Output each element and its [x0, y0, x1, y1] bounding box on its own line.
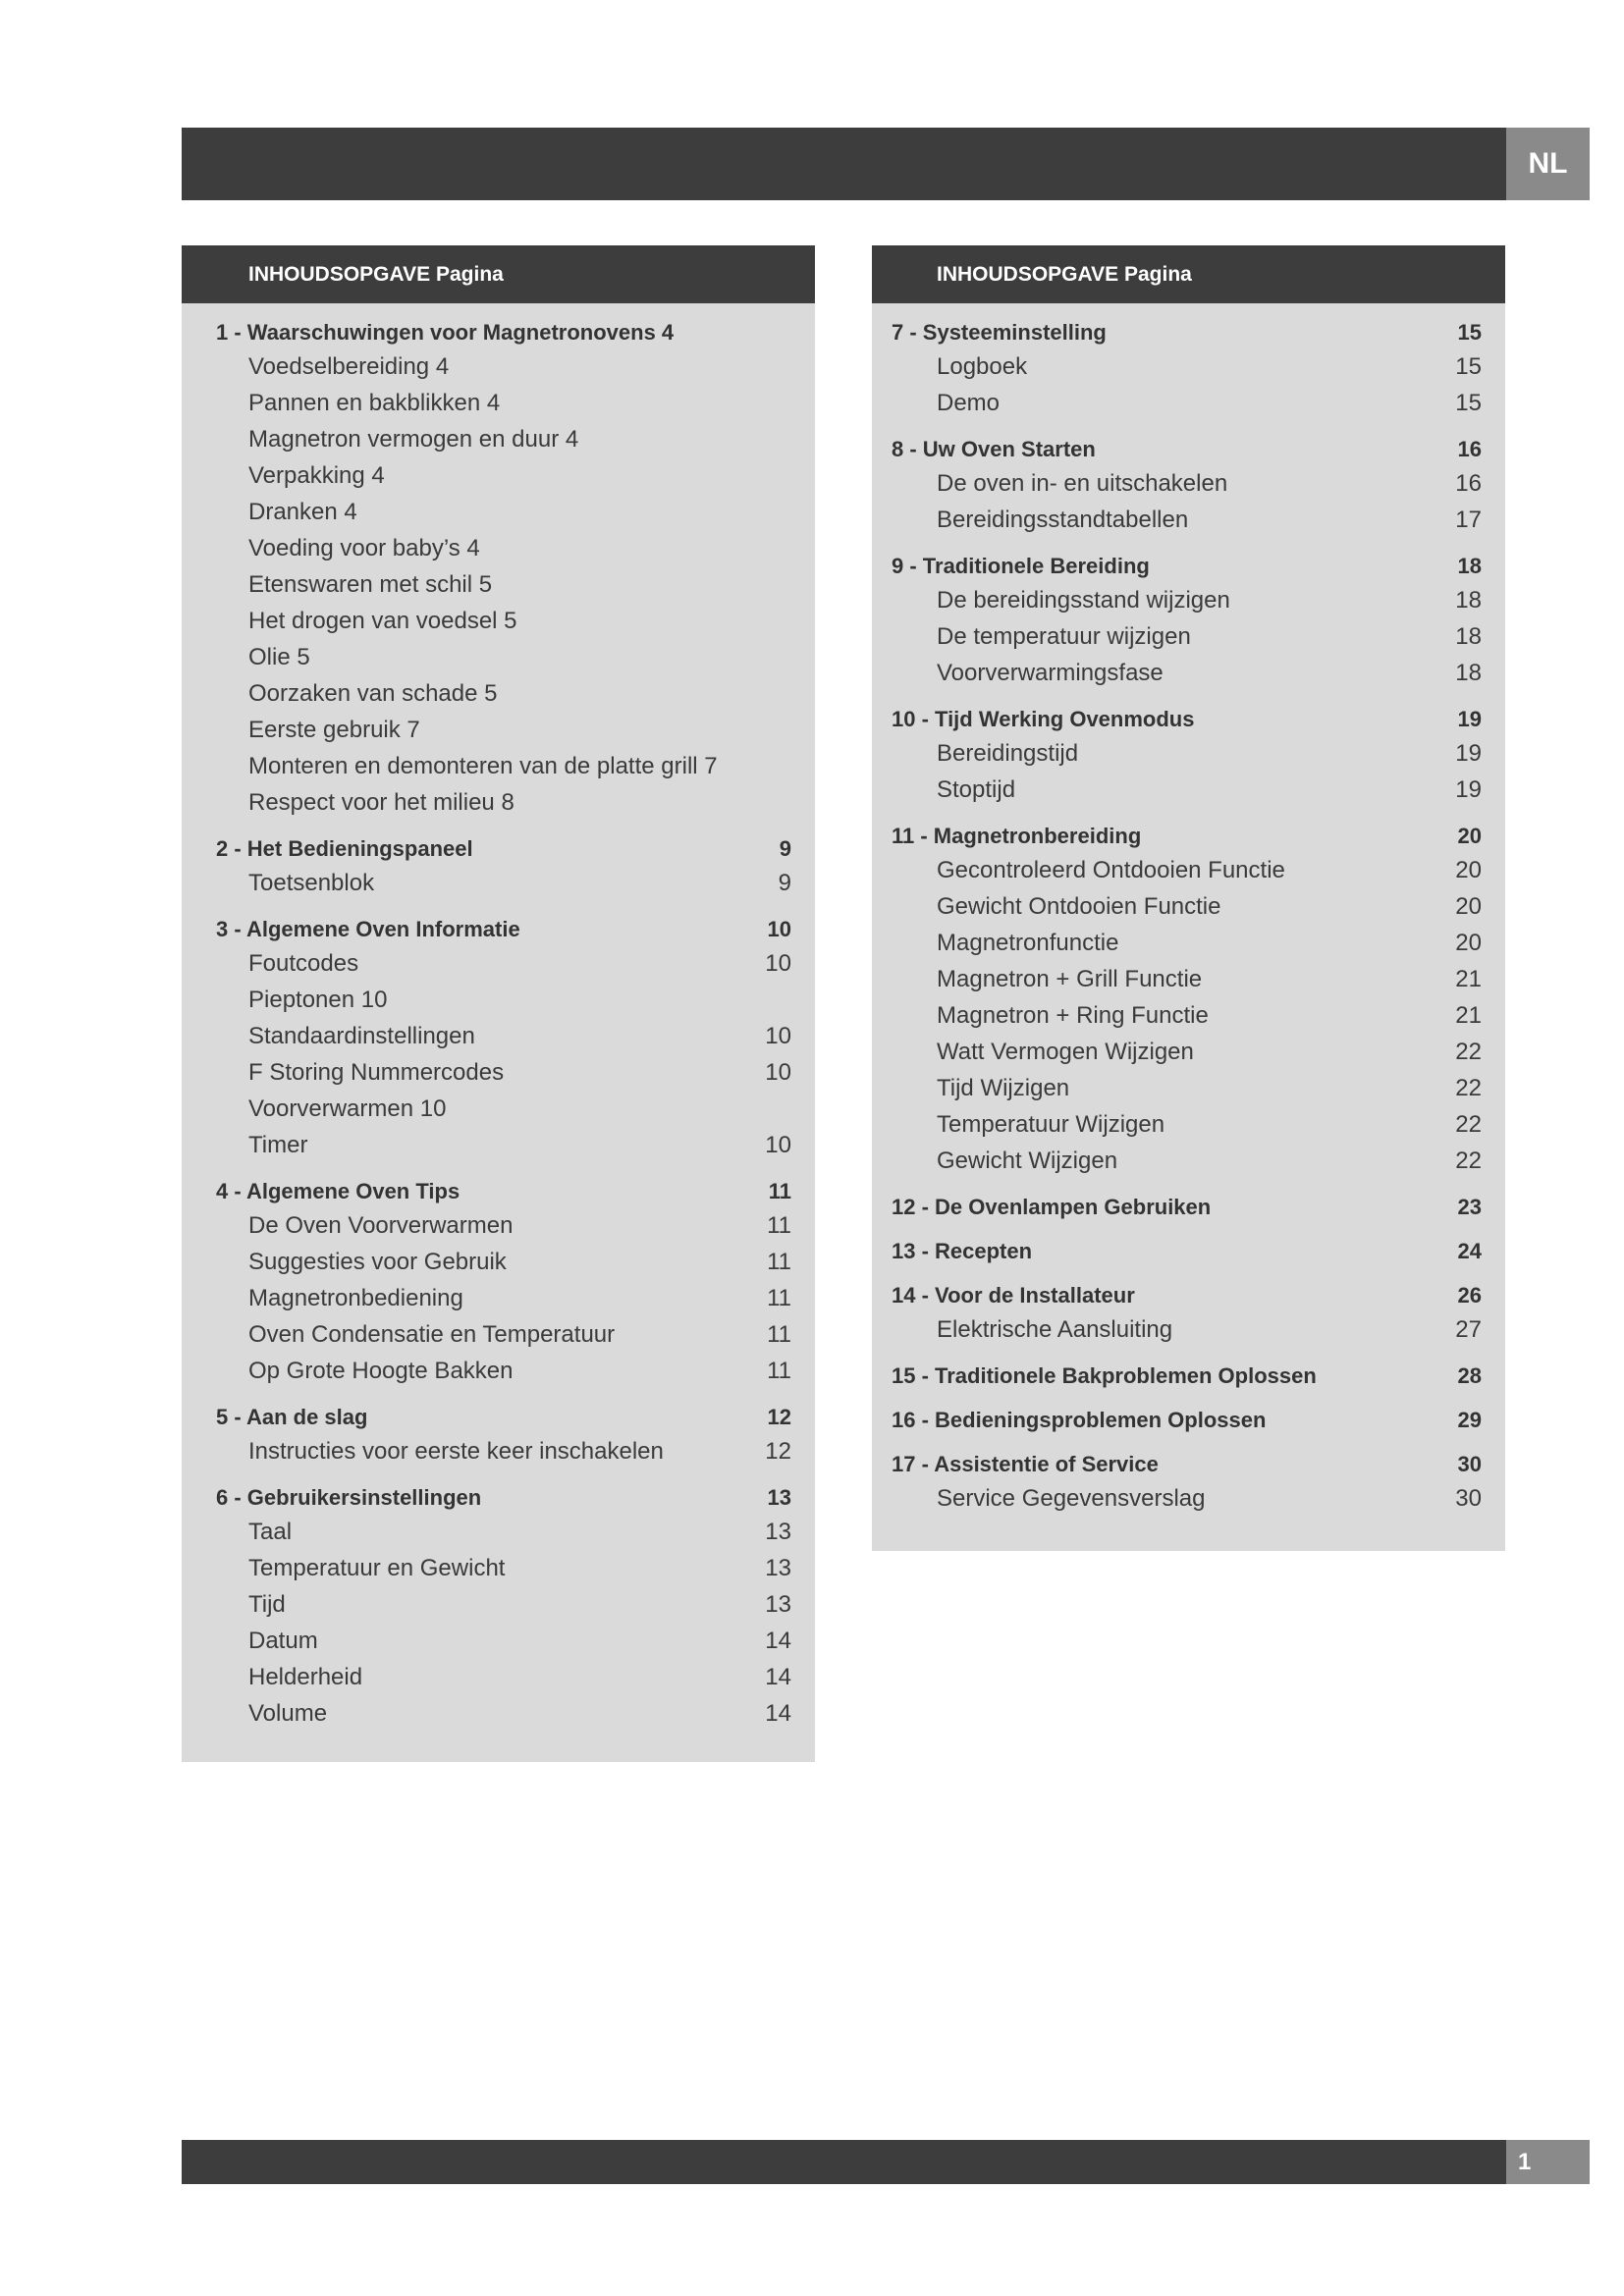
toc-entry[interactable]: [182, 1664, 815, 1700]
toc-entry-label: De Oven Voorverwarmen: [248, 1212, 514, 1239]
toc-entry[interactable]: [182, 987, 815, 1023]
toc-page-number: 21: [1455, 1002, 1482, 1029]
toc-page-number: 22: [1455, 1111, 1482, 1138]
toc-entry[interactable]: [872, 660, 1505, 696]
toc-page-number: 11: [767, 1321, 791, 1348]
toc-page-number: 30: [1455, 1485, 1482, 1512]
toc-section-heading[interactable]: [182, 1485, 815, 1519]
toc-entry[interactable]: [182, 1212, 815, 1249]
toc-section: [872, 1408, 1505, 1441]
toc-section: [872, 437, 1505, 543]
toc-section-heading[interactable]: [182, 1405, 815, 1438]
toc-entry-label: Voeding voor baby’s 4: [248, 535, 480, 561]
toc-entry[interactable]: [872, 1485, 1505, 1522]
toc-entry-label: Pannen en bakblikken 4: [248, 390, 501, 416]
toc-entry[interactable]: [872, 893, 1505, 930]
toc-section: [182, 320, 815, 826]
toc-entry-label: Gecontroleerd Ontdooien Functie: [937, 857, 1285, 883]
toc-section: [872, 1239, 1505, 1272]
toc-page-number: 15: [1455, 353, 1482, 380]
toc-page-number: 11: [767, 1212, 791, 1239]
toc-title: INHOUDSOPGAVE Pagina: [872, 245, 1505, 303]
toc-page-number: 10: [765, 1132, 791, 1158]
toc-page-number: 15: [1455, 390, 1482, 416]
toc-section: [872, 1283, 1505, 1353]
toc-entry-label: Olie 5: [248, 644, 310, 670]
toc-heading-label: 9 - Traditionele Bereiding: [892, 554, 1150, 578]
toc-section-heading[interactable]: [872, 1195, 1505, 1228]
toc-page-number: 13: [767, 1485, 791, 1510]
toc-entry[interactable]: [182, 499, 815, 535]
toc-section-heading[interactable]: [872, 1239, 1505, 1272]
toc-entry-label: Volume: [248, 1700, 328, 1727]
toc-section-heading[interactable]: [182, 1179, 815, 1212]
toc-page-number: 30: [1457, 1452, 1482, 1476]
toc-entry[interactable]: [182, 680, 815, 717]
toc-page-number: 18: [1455, 587, 1482, 614]
toc-page-number: 20: [1455, 930, 1482, 956]
toc-heading-label: 13 - Recepten: [892, 1239, 1033, 1263]
toc-entry-label: Suggesties voor Gebruik: [248, 1249, 507, 1275]
toc-page-number: 13: [765, 1591, 791, 1618]
toc-entry[interactable]: [872, 776, 1505, 813]
toc-entry-label: Tijd: [248, 1591, 286, 1618]
toc-entry[interactable]: [872, 1039, 1505, 1075]
toc-entry-label: Gewicht Wijzigen: [937, 1148, 1118, 1174]
toc-list: [182, 303, 815, 1736]
toc-entry[interactable]: [182, 571, 815, 608]
toc-heading-label: 1 - Waarschuwingen voor Magnetronovens 4: [216, 320, 675, 345]
toc-entry-label: Voorverwarmingsfase: [937, 660, 1164, 686]
toc-page-number: 16: [1455, 470, 1482, 497]
toc-page-number: 19: [1457, 707, 1482, 731]
toc-entry-label: Datum: [248, 1628, 318, 1654]
toc-page-number: 12: [765, 1438, 791, 1465]
toc-entry[interactable]: [182, 1132, 815, 1168]
toc-heading-label: 6 - Gebruikersinstellingen: [216, 1485, 482, 1510]
toc-section-heading[interactable]: [872, 1452, 1505, 1485]
toc-entry-label: Temperatuur Wijzigen: [937, 1111, 1165, 1138]
toc-section: [182, 1485, 815, 1736]
toc-page-number: 19: [1455, 776, 1482, 803]
toc-entry-label: Magnetronfunctie: [937, 930, 1119, 956]
toc-section: [182, 917, 815, 1168]
toc-page-number: 14: [765, 1628, 791, 1654]
toc-page-number: 11: [767, 1358, 791, 1384]
toc-entry-label: Taal: [248, 1519, 293, 1545]
toc-page-number: 15: [1457, 320, 1482, 345]
toc-entry[interactable]: [182, 753, 815, 789]
toc-heading-label: 14 - Voor de Installateur: [892, 1283, 1135, 1308]
toc-entry-label: Etenswaren met schil 5: [248, 571, 493, 598]
toc-list: [872, 303, 1505, 1522]
toc-entry-label: Op Grote Hoogte Bakken: [248, 1358, 514, 1384]
toc-entry[interactable]: [182, 1285, 815, 1321]
toc-entry[interactable]: [872, 966, 1505, 1002]
toc-entry[interactable]: [182, 608, 815, 644]
toc-entry[interactable]: [182, 870, 815, 906]
toc-heading-label: 16 - Bedieningsproblemen Oplossen: [892, 1408, 1267, 1432]
toc-entry-label: De oven in- en uitschakelen: [937, 470, 1228, 497]
toc-entry[interactable]: [182, 789, 815, 826]
toc-section-heading[interactable]: [872, 554, 1505, 587]
toc-page-number: 28: [1457, 1363, 1482, 1388]
toc-section: [872, 1195, 1505, 1228]
toc-section-heading[interactable]: [872, 1408, 1505, 1441]
toc-entry-label: Respect voor het milieu 8: [248, 789, 514, 816]
toc-page-number: 18: [1457, 554, 1482, 578]
page-number: 1: [1506, 2140, 1590, 2184]
toc-entry[interactable]: [182, 1095, 815, 1132]
toc-page-number: 10: [765, 1059, 791, 1086]
toc-entry-label: Standaardinstellingen: [248, 1023, 475, 1049]
toc-entry[interactable]: [872, 1075, 1505, 1111]
toc-entry[interactable]: [182, 950, 815, 987]
toc-section: [872, 1452, 1505, 1522]
toc-entry[interactable]: [872, 507, 1505, 543]
toc-heading-label: 10 - Tijd Werking Ovenmodus: [892, 707, 1195, 731]
toc-heading-label: 5 - Aan de slag: [216, 1405, 368, 1429]
toc-entry[interactable]: [182, 1438, 815, 1474]
toc-title: INHOUDSOPGAVE Pagina: [182, 245, 815, 303]
toc-entry[interactable]: [872, 930, 1505, 966]
toc-entry[interactable]: [182, 1249, 815, 1285]
toc-entry[interactable]: [872, 1002, 1505, 1039]
toc-entry-label: Magnetron + Grill Functie: [937, 966, 1203, 992]
toc-heading-label: 2 - Het Bedieningspaneel: [216, 836, 473, 861]
toc-entry-label: Oorzaken van schade 5: [248, 680, 498, 707]
toc-entry[interactable]: [872, 1148, 1505, 1184]
toc-page-number: 10: [767, 917, 791, 941]
toc-page-number: 19: [1455, 740, 1482, 767]
toc-page-number: 14: [765, 1664, 791, 1690]
toc-entry-label: Bereidingsstandtabellen: [937, 507, 1189, 533]
toc-entry[interactable]: [872, 587, 1505, 623]
toc-entry-label: Timer: [248, 1132, 308, 1158]
toc-entry[interactable]: [872, 1111, 1505, 1148]
toc-entry[interactable]: [182, 1023, 815, 1059]
toc-page-number: 12: [767, 1405, 791, 1429]
toc-page-number: 18: [1455, 660, 1482, 686]
toc-entry[interactable]: [182, 426, 815, 462]
toc-entry[interactable]: [872, 623, 1505, 660]
toc-section: [182, 836, 815, 906]
toc-page-number: 11: [768, 1179, 791, 1203]
toc-entry[interactable]: [182, 1321, 815, 1358]
toc-entry[interactable]: [182, 1628, 815, 1664]
header-bar: [182, 128, 1506, 200]
toc-entry-label: Temperatuur en Gewicht: [248, 1555, 506, 1581]
toc-entry-label: Helderheid: [248, 1664, 363, 1690]
toc-section-heading[interactable]: [872, 437, 1505, 470]
toc-page-number: 24: [1457, 1239, 1482, 1263]
toc-entry-label: Logboek: [937, 353, 1028, 380]
toc-entry[interactable]: [182, 1519, 815, 1555]
toc-entry-label: De temperatuur wijzigen: [937, 623, 1191, 650]
toc-entry-label: Tijd Wijzigen: [937, 1075, 1070, 1101]
toc-entry[interactable]: [182, 1591, 815, 1628]
toc-heading-label: 11 - Magnetronbereiding: [892, 824, 1142, 848]
toc-entry-label: Dranken 4: [248, 499, 357, 525]
toc-entry-label: Toetsenblok: [248, 870, 375, 896]
toc-page-number: 22: [1455, 1039, 1482, 1065]
toc-entry[interactable]: [182, 390, 815, 426]
toc-page-number: 18: [1455, 623, 1482, 650]
toc-heading-label: 7 - Systeeminstelling: [892, 320, 1107, 345]
toc-page-number: 29: [1457, 1408, 1482, 1432]
toc-panel-right: [872, 245, 1505, 1551]
toc-section-heading[interactable]: [872, 707, 1505, 740]
toc-entry[interactable]: [872, 353, 1505, 390]
toc-section: [182, 1405, 815, 1474]
toc-entry[interactable]: [872, 1316, 1505, 1353]
toc-section-heading[interactable]: [182, 836, 815, 870]
language-badge: NL: [1506, 128, 1590, 200]
toc-page-number: 9: [778, 870, 791, 896]
toc-entry-label: Watt Vermogen Wijzigen: [937, 1039, 1194, 1065]
footer-bar: [182, 2140, 1506, 2184]
toc-page-number: 13: [765, 1555, 791, 1581]
toc-page-number: 23: [1457, 1195, 1482, 1219]
toc-entry-label: Magnetron + Ring Functie: [937, 1002, 1209, 1029]
toc-page-number: 20: [1455, 893, 1482, 920]
toc-entry[interactable]: [182, 462, 815, 499]
toc-entry-label: Monteren en demonteren van de platte grill 7: [248, 753, 718, 779]
toc-page-number: 10: [765, 950, 791, 977]
toc-page-number: 21: [1455, 966, 1482, 992]
toc-entry[interactable]: [182, 1555, 815, 1591]
toc-entry-label: Magnetronbediening: [248, 1285, 463, 1311]
toc-page-number: 27: [1455, 1316, 1482, 1343]
toc-entry-label: Het drogen van voedsel 5: [248, 608, 517, 634]
toc-entry[interactable]: [872, 390, 1505, 426]
toc-section-heading[interactable]: [182, 917, 815, 950]
toc-heading-label: 12 - De Ovenlampen Gebruiken: [892, 1195, 1212, 1219]
toc-entry-label: Verpakking 4: [248, 462, 385, 489]
toc-entry[interactable]: [182, 1700, 815, 1736]
toc-entry-label: Pieptonen 10: [248, 987, 388, 1013]
toc-heading-label: 17 - Assistentie of Service: [892, 1452, 1159, 1476]
toc-entry-label: Instructies voor eerste keer inschakelen: [248, 1438, 664, 1465]
toc-page-number: 22: [1455, 1148, 1482, 1174]
toc-entry[interactable]: [182, 353, 815, 390]
toc-section: [872, 320, 1505, 426]
toc-section: [182, 1179, 815, 1394]
toc-panel-left: [182, 245, 815, 1762]
toc-heading-label: 15 - Traditionele Bakproblemen Oplossen: [892, 1363, 1317, 1388]
toc-entry-label: Elektrische Aansluiting: [937, 1316, 1173, 1343]
toc-entry[interactable]: [182, 644, 815, 680]
toc-entry-label: De bereidingsstand wijzigen: [937, 587, 1230, 614]
toc-entry-label: Oven Condensatie en Temperatuur: [248, 1321, 616, 1348]
toc-entry[interactable]: [872, 857, 1505, 893]
toc-entry[interactable]: [182, 717, 815, 753]
toc-page-number: 11: [767, 1249, 791, 1275]
toc-section-heading[interactable]: [872, 1363, 1505, 1397]
toc-section-heading[interactable]: [872, 1283, 1505, 1316]
toc-entry-label: Eerste gebruik 7: [248, 717, 420, 743]
toc-heading-label: 4 - Algemene Oven Tips: [216, 1179, 460, 1203]
toc-entry-label: Service Gegevensverslag: [937, 1485, 1206, 1512]
toc-entry-label: Gewicht Ontdooien Functie: [937, 893, 1221, 920]
toc-page-number: 20: [1457, 824, 1482, 848]
toc-entry-label: Foutcodes: [248, 950, 359, 977]
toc-entry-label: Stoptijd: [937, 776, 1016, 803]
toc-entry-label: Bereidingstijd: [937, 740, 1079, 767]
toc-page-number: 11: [767, 1285, 791, 1311]
toc-page-number: 20: [1455, 857, 1482, 883]
toc-section: [872, 824, 1505, 1184]
toc-section: [872, 707, 1505, 813]
toc-entry[interactable]: [182, 1358, 815, 1394]
toc-entry[interactable]: [182, 535, 815, 571]
toc-section-heading[interactable]: [872, 824, 1505, 857]
toc-entry[interactable]: [872, 740, 1505, 776]
toc-entry-label: Demo: [937, 390, 1001, 416]
toc-page-number: 17: [1455, 507, 1482, 533]
toc-entry-label: Magnetron vermogen en duur 4: [248, 426, 579, 453]
toc-page-number: 10: [765, 1023, 791, 1049]
toc-entry-label: Voorverwarmen 10: [248, 1095, 447, 1122]
toc-heading-label: 3 - Algemene Oven Informatie: [216, 917, 520, 941]
toc-page-number: 16: [1457, 437, 1482, 461]
toc-page-number: 22: [1455, 1075, 1482, 1101]
toc-page-number: 14: [765, 1700, 791, 1727]
toc-section: [872, 1363, 1505, 1397]
toc-page-number: 9: [779, 836, 791, 861]
toc-entry[interactable]: [182, 1059, 815, 1095]
toc-entry[interactable]: [872, 470, 1505, 507]
toc-section-heading[interactable]: [182, 320, 815, 353]
toc-section-heading[interactable]: [872, 320, 1505, 353]
toc-entry-label: F Storing Nummercodes: [248, 1059, 505, 1086]
toc-entry-label: Voedselbereiding 4: [248, 353, 450, 380]
toc-heading-label: 8 - Uw Oven Starten: [892, 437, 1096, 461]
toc-page-number: 13: [765, 1519, 791, 1545]
toc-section: [872, 554, 1505, 696]
toc-page-number: 26: [1457, 1283, 1482, 1308]
